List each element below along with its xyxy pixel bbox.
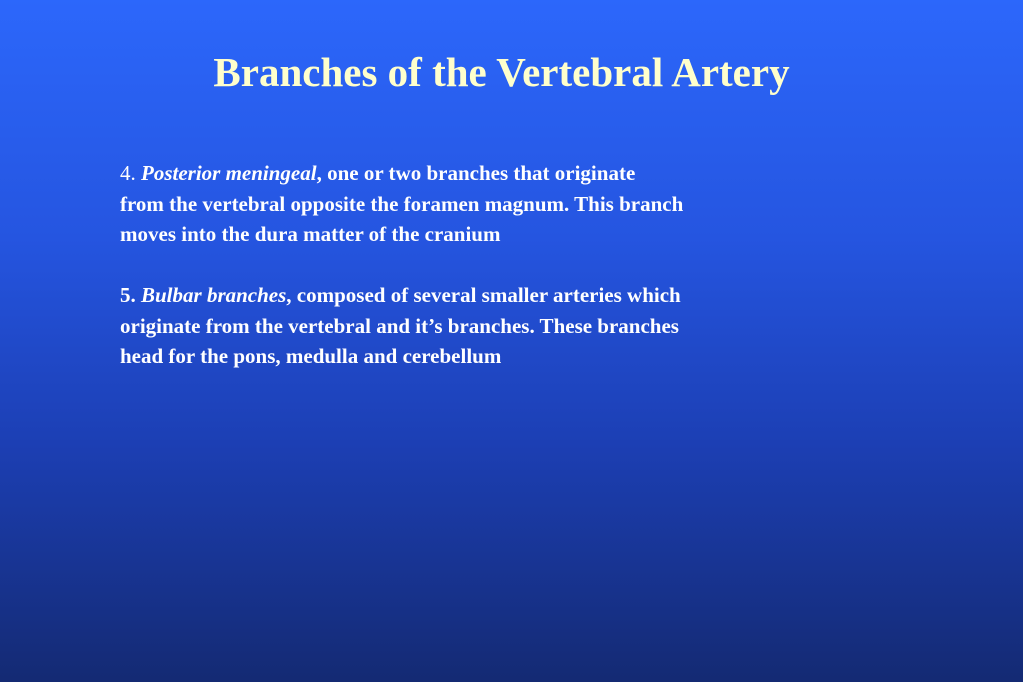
branch-item-posterior-meningeal <box>120 158 820 250</box>
branch-item-line <box>120 158 820 189</box>
item-number: 5. <box>120 283 136 307</box>
slide-title: Branches of the Vertebral Artery <box>213 49 790 95</box>
item-text: from the vertebral opposite the foramen magnum. This branch <box>120 191 684 216</box>
item-text: , one or two branches that originate <box>316 161 636 185</box>
item-term: Bulbar branches <box>141 283 287 307</box>
item-text: head for the pons, medulla and cerebellum <box>120 344 502 368</box>
branch-item-bulbar-branches <box>120 280 820 372</box>
item-term: Posterior meningeal <box>141 161 317 185</box>
item-text: originate from the vertebral and it’s branches. These branches <box>120 313 679 338</box>
slide-body <box>120 158 820 402</box>
branch-item-line <box>120 280 820 311</box>
item-text: , composed of several smaller arteries which <box>286 283 681 307</box>
item-number: 4. <box>120 161 136 185</box>
item-text: moves into the dura matter of the cranium <box>120 222 501 246</box>
